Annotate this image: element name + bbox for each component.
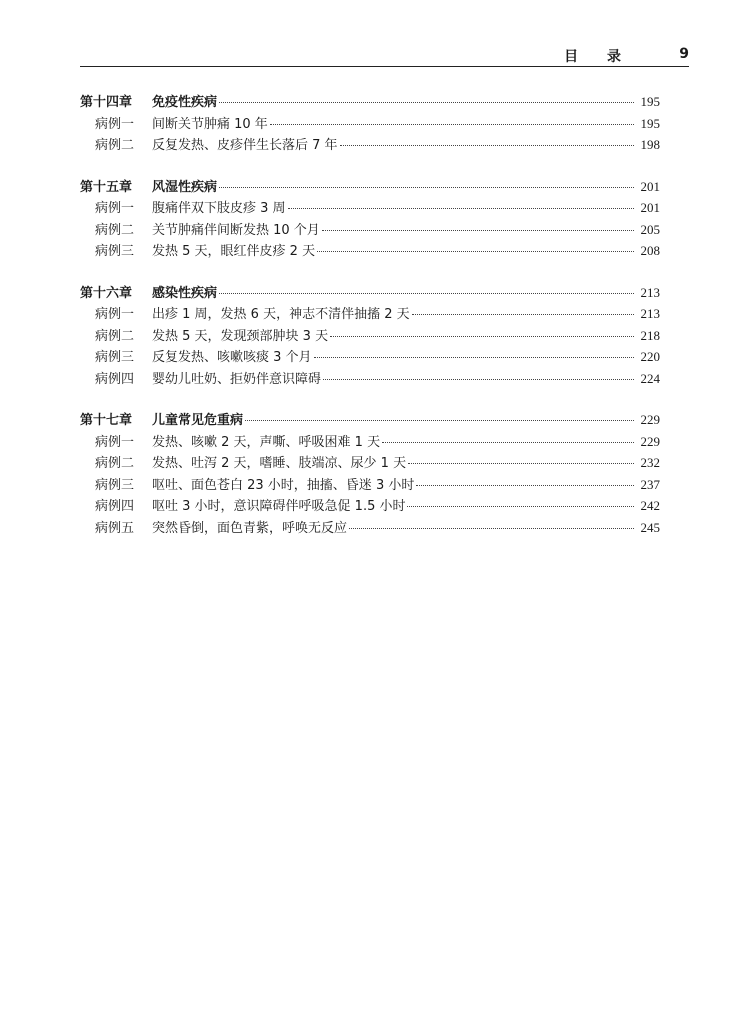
- case-row[interactable]: [80, 240, 660, 262]
- dot-leader: [314, 357, 634, 358]
- case-title: 呕吐 3 小时，意识障碍伴呼吸急促 1.5 小时: [152, 499, 406, 514]
- case-row[interactable]: [80, 452, 660, 474]
- case-page: 205: [640, 221, 660, 237]
- chapter-title: 风湿性疾病: [152, 179, 218, 195]
- case-title: 婴幼儿吐奶、拒奶伴意识障碍: [152, 371, 322, 387]
- page-header: [80, 46, 689, 66]
- dot-leader: [219, 102, 634, 103]
- chapter-17: [80, 409, 660, 538]
- case-title: 突然昏倒，面色青紫，呼唤无反应: [152, 520, 348, 536]
- case-page: 242: [640, 498, 660, 513]
- chapter-row[interactable]: [80, 176, 660, 198]
- case-page: 237: [640, 476, 660, 492]
- chapter-15: [80, 176, 660, 262]
- case-number: 病例二: [95, 328, 135, 344]
- dot-leader: [245, 420, 634, 421]
- case-number: 病例一: [95, 116, 135, 132]
- case-title: 间断关节肿痛 10 年: [152, 116, 268, 132]
- chapter-title: 儿童常见危重病: [152, 413, 244, 428]
- chapter-14: [80, 91, 660, 156]
- case-title: 发热、吐泻 2 天，嗜睡、肢端凉、尿少 1 天: [152, 456, 407, 471]
- case-number: 病例三: [95, 477, 135, 493]
- dot-leader: [323, 379, 634, 380]
- case-title: 反复发热、咳嗽咳痰 3 个月: [152, 350, 312, 365]
- case-row[interactable]: [80, 517, 660, 539]
- case-row[interactable]: [80, 113, 660, 135]
- dot-leader: [416, 485, 634, 486]
- case-number: 病例四: [95, 371, 135, 387]
- case-page: 220: [640, 349, 660, 364]
- case-number: 病例二: [95, 456, 135, 471]
- case-title: 腹痛伴双下肢皮疹 3 周: [152, 201, 286, 216]
- case-row[interactable]: [80, 303, 660, 325]
- chapter-row[interactable]: [80, 91, 660, 113]
- chapter-16: [80, 282, 660, 390]
- dot-leader: [407, 506, 634, 507]
- dot-leader: [219, 293, 634, 294]
- case-number: 病例三: [95, 350, 135, 365]
- dot-leader: [349, 528, 634, 529]
- case-page: 208: [640, 243, 660, 258]
- case-number: 病例二: [95, 138, 135, 153]
- case-row[interactable]: [80, 495, 660, 517]
- header-page-number: 9: [679, 46, 689, 62]
- chapter-title: 感染性疾病: [152, 285, 218, 301]
- chapter-page: 213: [640, 284, 660, 300]
- dot-leader: [317, 251, 634, 252]
- case-title: 反复发热、皮疹伴生长落后 7 年: [152, 138, 338, 153]
- chapter-row[interactable]: [80, 409, 660, 431]
- case-row[interactable]: [80, 368, 660, 390]
- case-page: 218: [640, 327, 660, 343]
- dot-leader: [340, 145, 634, 146]
- case-page: 213: [640, 306, 660, 321]
- dot-leader: [219, 187, 634, 188]
- case-page: 195: [640, 115, 660, 131]
- dot-leader: [288, 208, 634, 209]
- case-number: 病例一: [95, 307, 135, 322]
- case-page: 201: [640, 200, 660, 215]
- case-row[interactable]: [80, 346, 660, 368]
- chapter-page: 195: [640, 94, 660, 109]
- case-title: 出疹 1 周，发热 6 天，神志不清伴抽搐 2 天: [152, 307, 410, 322]
- case-row[interactable]: [80, 219, 660, 241]
- dot-leader: [270, 124, 634, 125]
- chapter-page: 229: [640, 412, 660, 427]
- chapter-row[interactable]: [80, 282, 660, 304]
- dot-leader: [322, 230, 634, 231]
- case-row[interactable]: [80, 474, 660, 496]
- case-row[interactable]: [80, 197, 660, 219]
- chapter-number: 第十六章: [80, 285, 133, 301]
- case-number: 病例一: [95, 201, 135, 216]
- header-rule: [80, 66, 689, 67]
- case-title: 发热 5 天，眼红伴皮疹 2 天: [152, 244, 316, 259]
- dot-leader: [330, 336, 634, 337]
- case-row[interactable]: [80, 325, 660, 347]
- case-page: 229: [640, 433, 660, 449]
- case-number: 病例五: [95, 520, 135, 536]
- case-row[interactable]: [80, 134, 660, 156]
- case-number: 病例三: [95, 244, 135, 259]
- case-title: 发热、咳嗽 2 天，声嘶、呼吸困难 1 天: [152, 434, 381, 450]
- case-number: 病例一: [95, 434, 135, 450]
- case-title: 发热 5 天，发现颈部肿块 3 天: [152, 328, 329, 344]
- case-page: 198: [640, 137, 660, 152]
- case-page: 224: [640, 370, 660, 386]
- chapter-number: 第十七章: [80, 413, 133, 428]
- table-of-contents: [80, 91, 660, 558]
- case-title: 关节肿痛伴间断发热 10 个月: [152, 222, 320, 238]
- header-title: 目 录: [564, 49, 633, 65]
- dot-leader: [412, 314, 634, 315]
- dot-leader: [408, 463, 634, 464]
- chapter-number: 第十四章: [80, 95, 133, 110]
- case-title: 呕吐、面色苍白 23 小时，抽搐、昏迷 3 小时: [152, 477, 415, 493]
- chapter-number: 第十五章: [80, 179, 133, 195]
- chapter-title: 免疫性疾病: [152, 95, 218, 110]
- case-page: 232: [640, 455, 660, 470]
- case-number: 病例四: [95, 499, 135, 514]
- case-row[interactable]: [80, 431, 660, 453]
- dot-leader: [382, 442, 634, 443]
- chapter-page: 201: [640, 178, 660, 194]
- case-number: 病例二: [95, 222, 135, 238]
- case-page: 245: [640, 519, 660, 535]
